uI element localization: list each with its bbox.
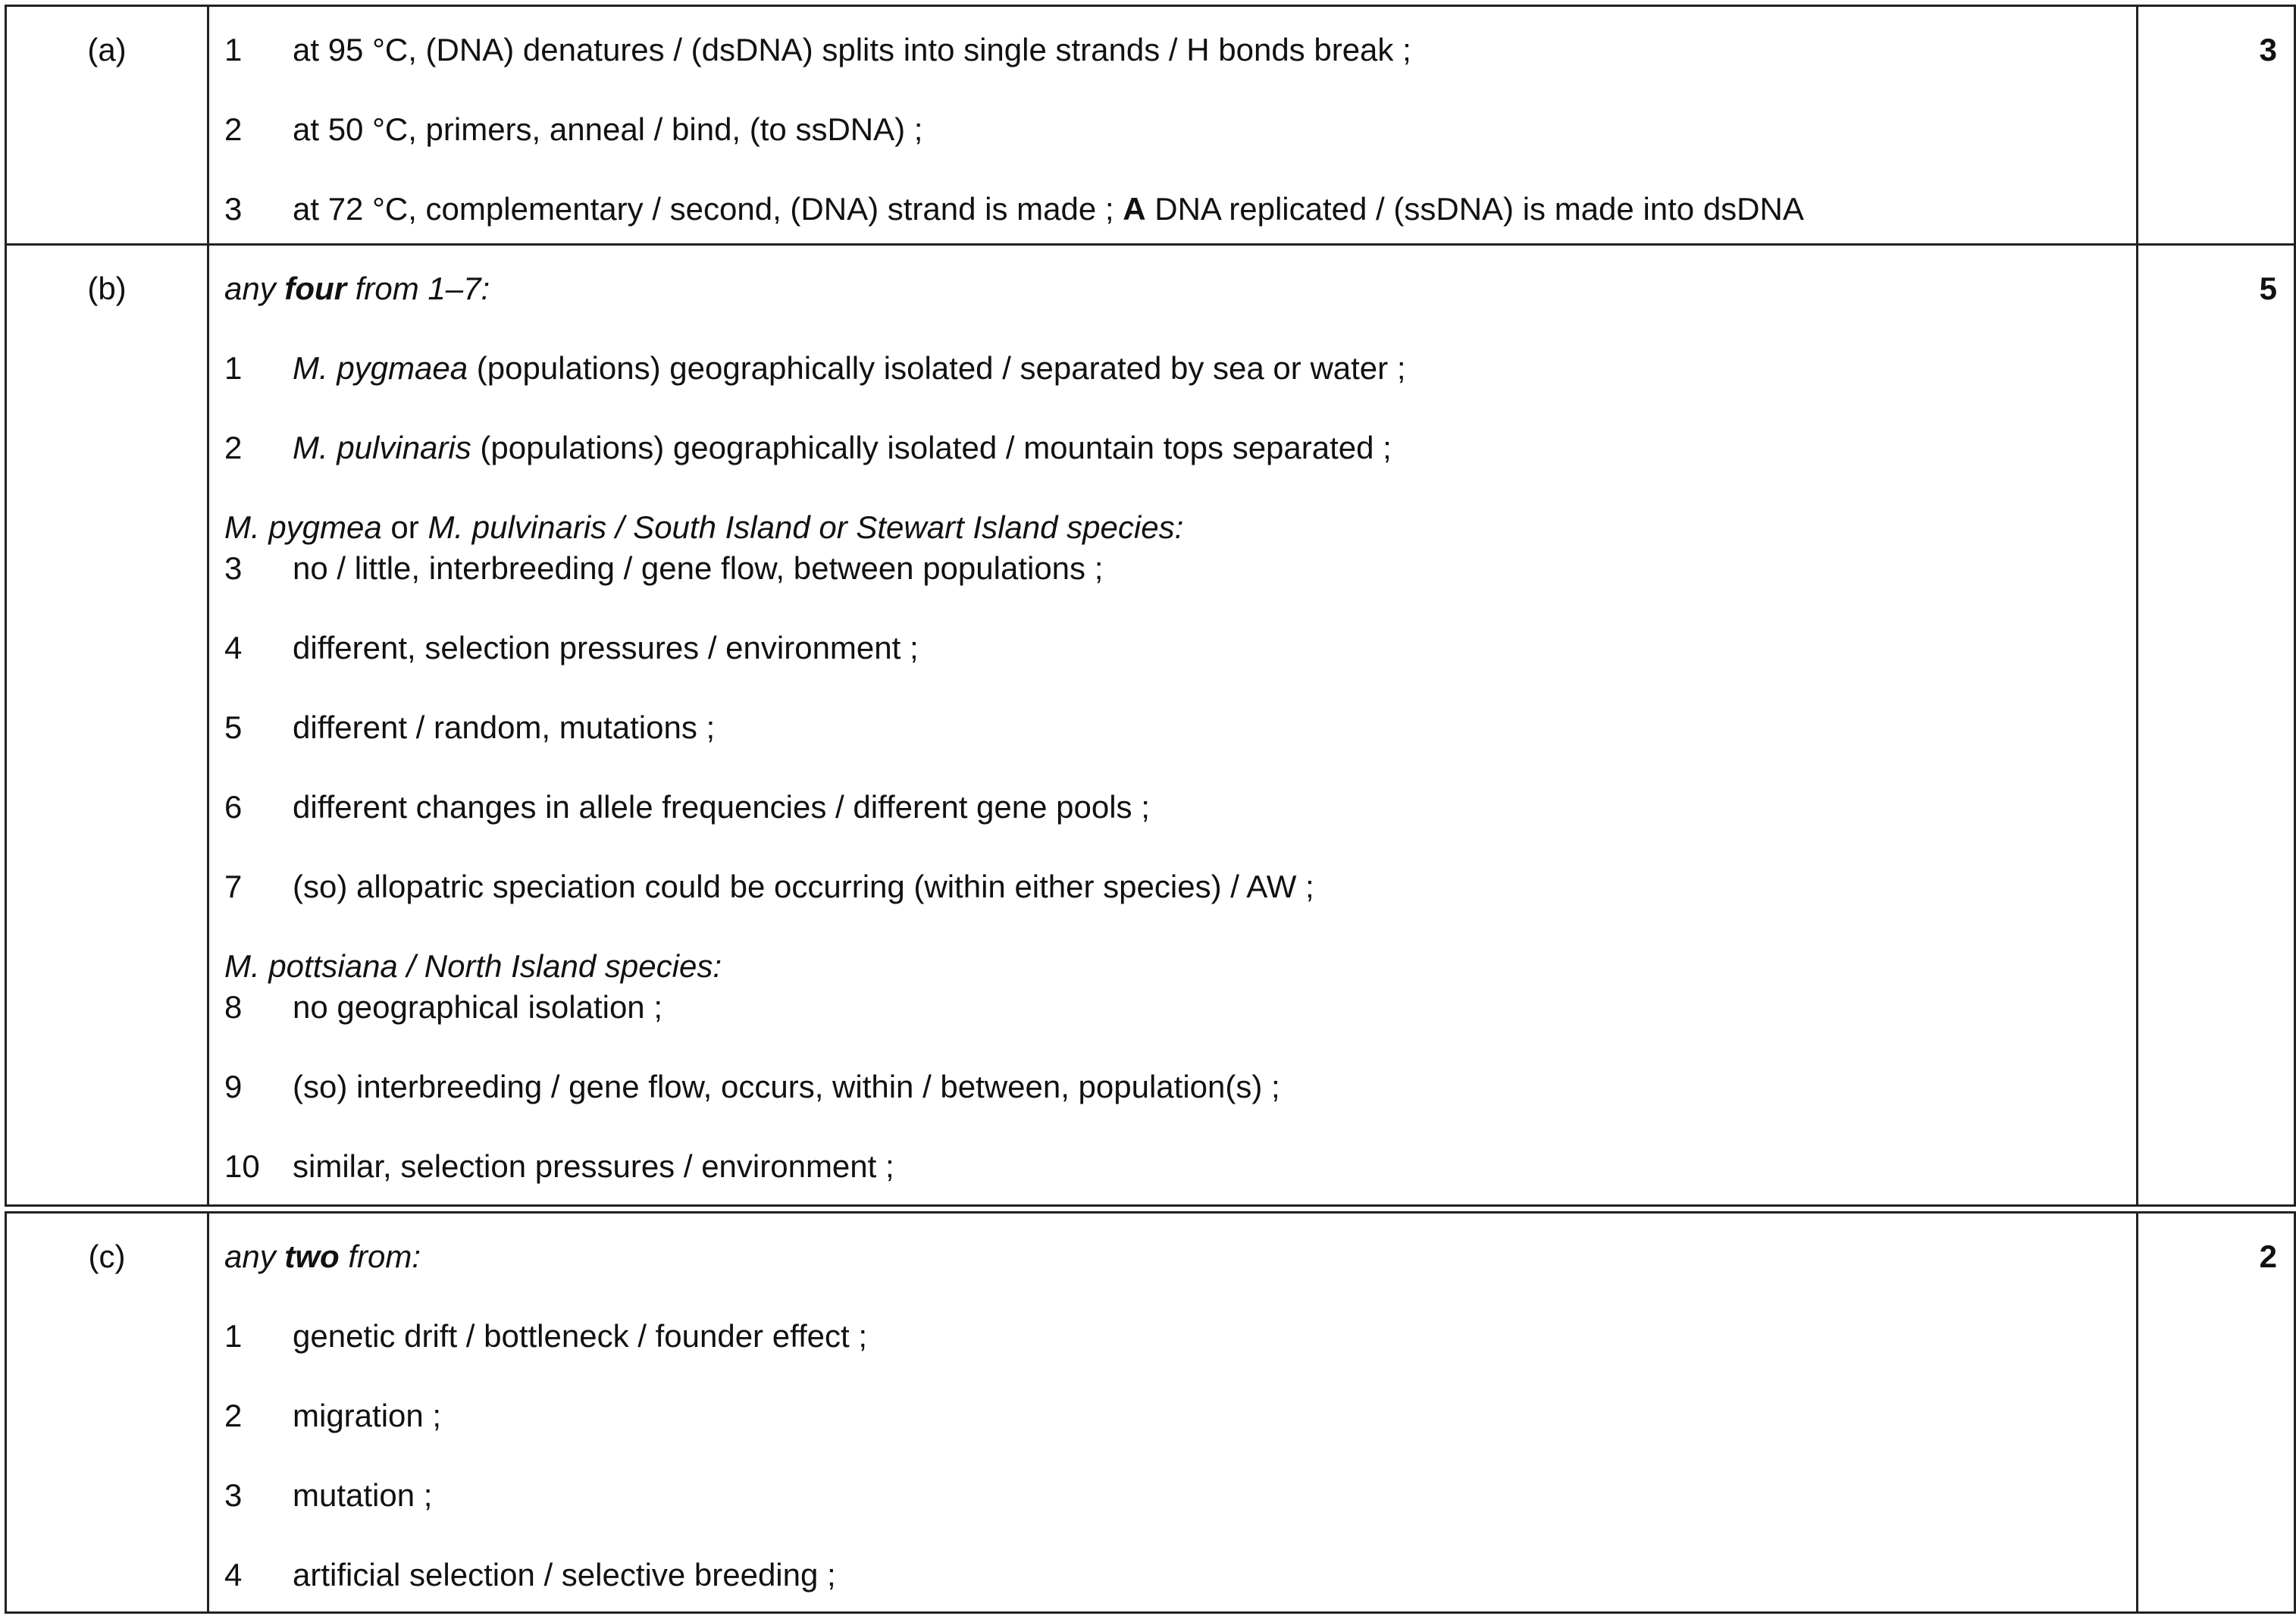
part-label: (b) [6, 245, 208, 1206]
row-part-a [6, 6, 2295, 245]
row-part-b [6, 245, 2295, 1206]
line-number: 7 [224, 869, 243, 904]
line-text [293, 190, 2121, 228]
line-text: no geographical isolation ; [293, 989, 663, 1025]
line-text: at 50 °C, primers, anneal / bind, (to ssDNA) ; [293, 111, 923, 147]
intro-text: from: [339, 1239, 421, 1274]
line-text: (so) interbreeding / gene flow, occurs, within / between, population(s) ; [293, 1069, 1280, 1104]
subheading: M. pottsiana / North Island species: [224, 948, 722, 984]
answer-line [224, 1148, 2121, 1185]
answer-line [224, 788, 2121, 826]
line-text: different, selection pressures / environment ; [293, 630, 919, 666]
line-number: 6 [224, 789, 243, 825]
accept-marker: A [1123, 191, 1146, 227]
line-number: 10 [224, 1148, 260, 1184]
intro-text: any [224, 1239, 285, 1274]
part-label: (c) [6, 1213, 208, 1613]
line-number: 8 [224, 989, 243, 1025]
line-number: 2 [224, 111, 243, 147]
part-label: (a) [6, 6, 208, 245]
answer-intro [224, 270, 2121, 308]
answer-line [224, 868, 2121, 906]
subheading [224, 509, 2121, 546]
line-text [293, 349, 2121, 387]
subheading-species: M. pygmea [224, 509, 382, 545]
line-number: 3 [224, 550, 243, 586]
answer-line [224, 31, 2121, 69]
line-number: 3 [224, 191, 243, 227]
answer-line [224, 988, 2121, 1026]
marks-value: 3 [2138, 6, 2295, 245]
line-text: different changes in allele frequencies / different gene pools ; [293, 789, 1150, 825]
answer-line [224, 709, 2121, 747]
line-number: 2 [224, 1398, 243, 1433]
line-text-before: at 72 °C, complementary / second, (DNA) strand is made ; [293, 191, 1123, 227]
line-text-after: DNA replicated / (ssDNA) is made into dsDNA [1145, 191, 1804, 227]
answer-line [224, 1556, 2121, 1594]
mark-scheme-table-1 [5, 5, 2296, 1207]
species-name: M. pygmaea [293, 350, 468, 386]
row-part-c [6, 1213, 2295, 1613]
line-number: 1 [224, 350, 243, 386]
subheading-or: or [381, 509, 428, 545]
line-number: 4 [224, 1557, 243, 1593]
mark-scheme-table-2 [5, 1211, 2296, 1614]
answer-line [224, 111, 2121, 149]
answer-intro [224, 1238, 2121, 1276]
line-text: no / little, interbreeding / gene flow, between populations ; [293, 550, 1104, 586]
line-text: at 95 °C, (DNA) denatures / (dsDNA) splits into single strands / H bonds break ; [293, 32, 1411, 67]
line-text: migration ; [293, 1398, 442, 1433]
answer-line [224, 1317, 2121, 1355]
answer-line [224, 429, 2121, 467]
answer-cell [208, 1213, 2138, 1613]
answer-line [224, 190, 2121, 228]
answer-cell [208, 6, 2138, 245]
line-text: mutation ; [293, 1477, 433, 1513]
line-number: 2 [224, 430, 243, 465]
marks-value: 5 [2138, 245, 2295, 1206]
line-number: 9 [224, 1069, 243, 1104]
intro-text: from 1–7: [346, 271, 490, 306]
intro-text: any [224, 271, 285, 306]
line-text: (so) allopatric speciation could be occurring (within either species) / AW ; [293, 869, 1314, 904]
line-number: 3 [224, 1477, 243, 1513]
line-text [293, 429, 2121, 467]
subheading-rest: M. pulvinaris / South Island or Stewart Island species: [428, 509, 1184, 545]
line-number: 1 [224, 32, 243, 67]
line-text: genetic drift / bottleneck / founder effect ; [293, 1318, 868, 1354]
answer-line [224, 1068, 2121, 1106]
marks-value: 2 [2138, 1213, 2295, 1613]
line-number: 1 [224, 1318, 243, 1354]
line-text: similar, selection pressures / environment ; [293, 1148, 894, 1184]
line-text: artificial selection / selective breeding ; [293, 1557, 836, 1593]
line-text: different / random, mutations ; [293, 709, 716, 745]
line-number: 4 [224, 630, 243, 666]
species-name: M. pulvinaris [293, 430, 471, 465]
line-number: 5 [224, 709, 243, 745]
answer-line [224, 1397, 2121, 1435]
answer-line [224, 550, 2121, 587]
line-text-rest: (populations) geographically isolated / mountain tops separated ; [471, 430, 1392, 465]
answer-line [224, 629, 2121, 667]
answer-line [224, 349, 2121, 387]
answer-cell [208, 245, 2138, 1206]
answer-line [224, 1477, 2121, 1514]
line-text-rest: (populations) geographically isolated / separated by sea or water ; [468, 350, 1406, 386]
intro-emphasis: two [284, 1239, 340, 1274]
intro-emphasis: four [284, 271, 347, 306]
